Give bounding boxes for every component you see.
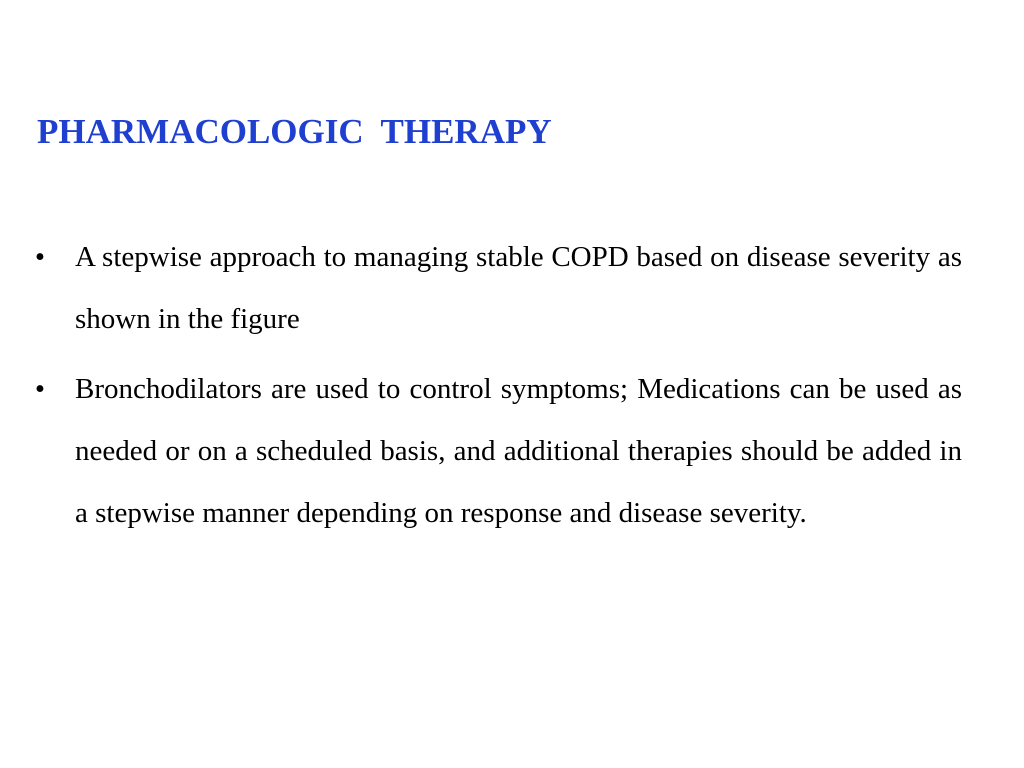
bullet-item	[30, 358, 962, 544]
bullet-text: Bronchodilators are used to control symptoms; Medications can be used as needed or on a scheduled basis, and additional therapies should be added in a stepwise manner depending on response and disease severity.	[75, 373, 962, 529]
slide-title: PHARMACOLOGIC THERAPY	[37, 112, 552, 151]
bullet-item	[30, 226, 962, 350]
bullet-list	[30, 226, 962, 552]
bullet-text: A stepwise approach to managing stable COPD based on disease severity as shown in the figure	[75, 241, 962, 335]
bullet-dot-icon: •	[34, 373, 46, 405]
bullet-dot-icon: •	[34, 241, 46, 273]
